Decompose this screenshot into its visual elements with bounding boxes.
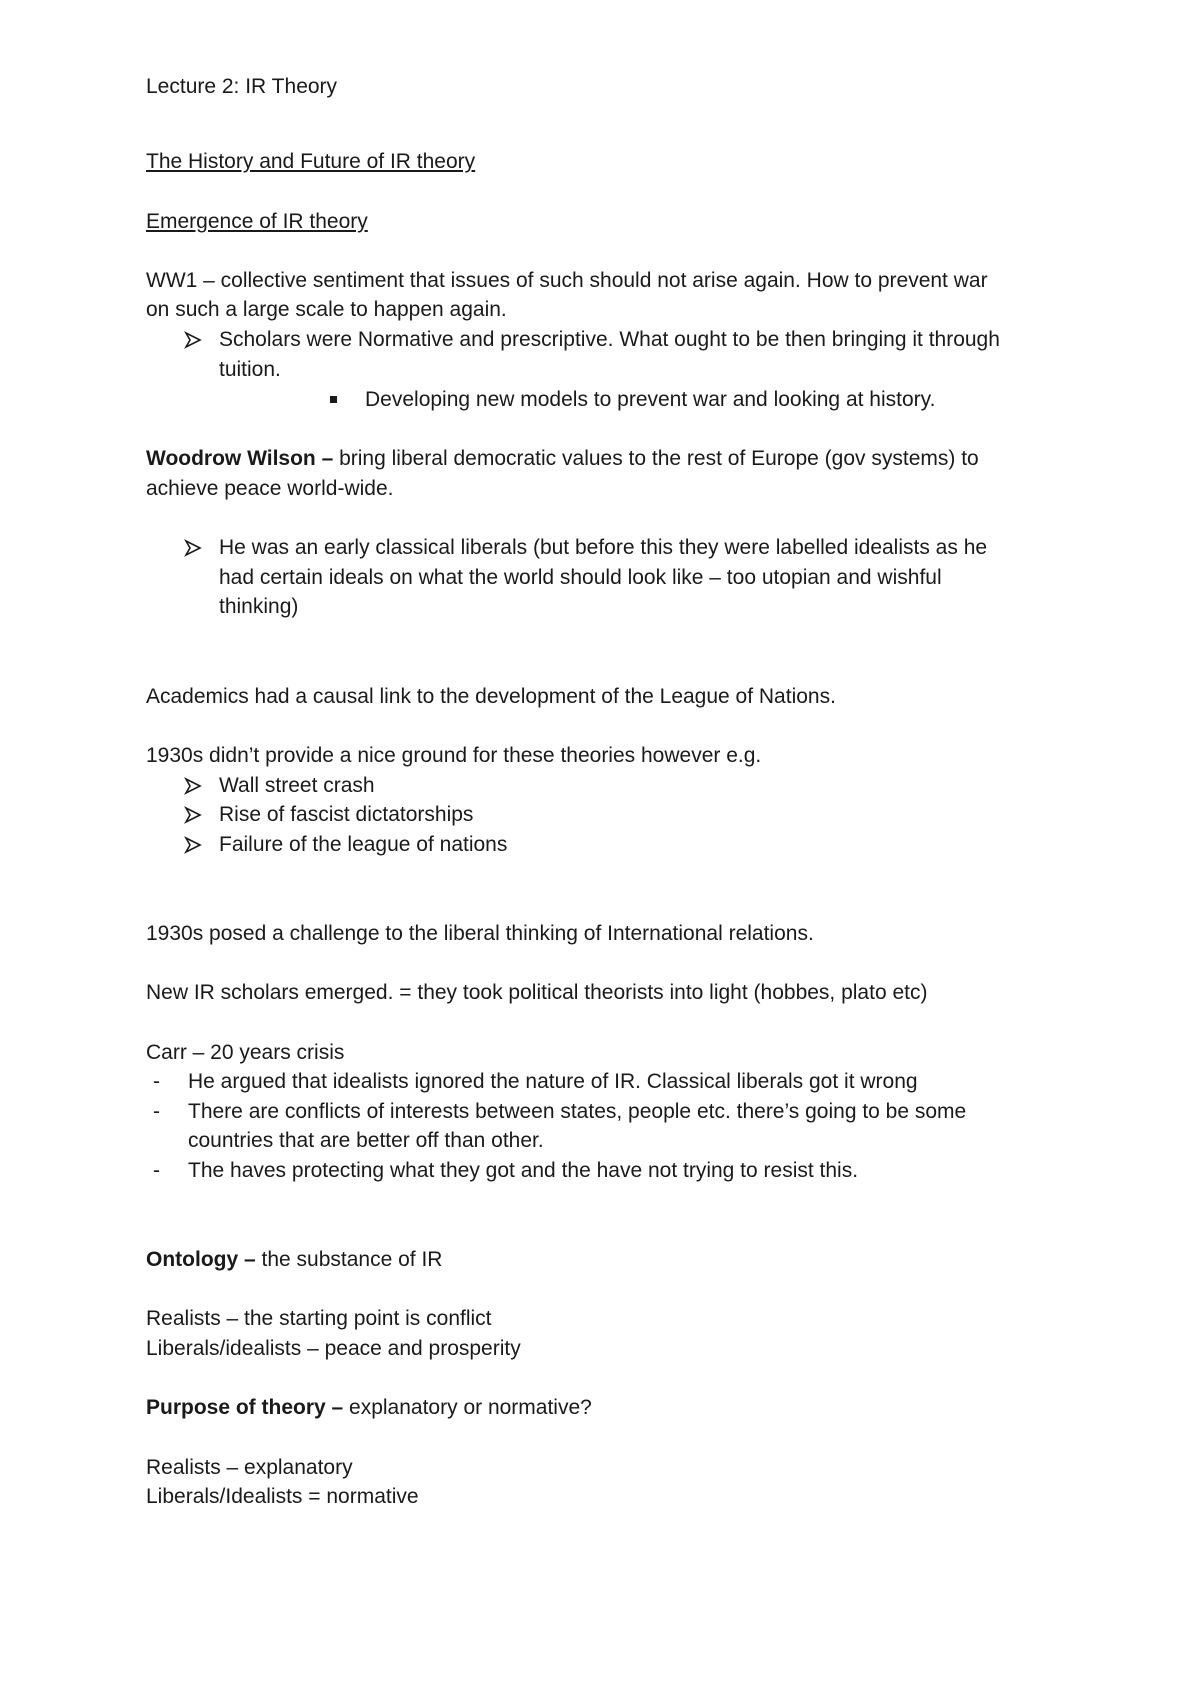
wilson-name: Woodrow Wilson – xyxy=(146,447,334,470)
thirties-item: Rise of fascist dictatorships xyxy=(219,803,474,826)
thirties-challenge: 1930s posed a challenge to the liberal thinking of International relations. xyxy=(146,922,814,945)
liberals-normative: Liberals/Idealists = normative xyxy=(146,1485,419,1508)
carr-item-3: The haves protecting what they got and the have not trying to resist this. xyxy=(188,1159,859,1182)
subheading: Emergence of IR theory xyxy=(146,210,368,233)
lecture-title: Lecture 2: IR Theory xyxy=(146,75,338,98)
ww1-line-1: WW1 – collective sentiment that issues of such should not arise again. How to prevent war xyxy=(146,269,988,292)
scholars-line-2: tuition. xyxy=(219,358,281,381)
wilson-text: bring liberal democratic values to the rest of Europe (gov systems) to xyxy=(333,447,979,470)
academics-line: Academics had a causal link to the development of the League of Nations. xyxy=(146,685,836,708)
ww1-line-2: on such a large scale to happen again. xyxy=(146,298,507,321)
carr-item-2-line-1: There are conflicts of interests between states, people etc. there’s going to be some xyxy=(188,1100,967,1123)
thirties-item: Wall street crash xyxy=(219,774,375,797)
thirties-intro: 1930s didn’t provide a nice ground for these theories however e.g. xyxy=(146,744,762,767)
square-bullet-icon xyxy=(330,396,337,403)
ontology-text: the substance of IR xyxy=(255,1248,443,1271)
purpose-line xyxy=(146,1395,592,1421)
developing-item: Developing new models to prevent war and looking at history. xyxy=(365,388,936,411)
carr-item-2-line-2: countries that are better off than other. xyxy=(188,1129,544,1152)
realists-conflict: Realists – the starting point is conflict xyxy=(146,1307,492,1330)
early-liberals-line-1: He was an early classical liberals (but before this they were labelled idealists as he xyxy=(219,536,988,559)
early-liberals-line-3: thinking) xyxy=(219,595,299,618)
dash-bullet: - xyxy=(153,1159,160,1182)
dash-bullet: - xyxy=(153,1070,160,1093)
main-heading: The History and Future of IR theory xyxy=(146,150,476,173)
ontology-line xyxy=(146,1247,442,1273)
purpose-text: explanatory or normative? xyxy=(343,1396,592,1419)
carr-line: Carr – 20 years crisis xyxy=(146,1041,345,1064)
arrow-bullet-icon xyxy=(184,773,206,799)
ontology-label: Ontology – xyxy=(146,1248,256,1271)
purpose-label: Purpose of theory – xyxy=(146,1396,344,1419)
wilson-line-2: achieve peace world-wide. xyxy=(146,477,394,500)
dash-bullet: - xyxy=(153,1100,160,1123)
scholars-line-1: Scholars were Normative and prescriptive. What ought to be then bringing it through xyxy=(219,328,1000,351)
thirties-item: Failure of the league of nations xyxy=(219,833,508,856)
wilson-line-1 xyxy=(146,446,979,472)
arrow-bullet-icon xyxy=(184,327,206,353)
arrow-bullet-icon xyxy=(184,832,206,858)
realists-explanatory: Realists – explanatory xyxy=(146,1456,353,1479)
arrow-bullet-icon xyxy=(184,802,206,828)
arrow-bullet-icon xyxy=(184,535,206,561)
liberals-peace: Liberals/idealists – peace and prosperity xyxy=(146,1337,521,1360)
early-liberals-line-2: had certain ideals on what the world should look like – too utopian and wishful xyxy=(219,566,942,589)
new-scholars-line: New IR scholars emerged. = they took political theorists into light (hobbes, plato etc) xyxy=(146,981,928,1004)
carr-item-1: He argued that idealists ignored the nature of IR. Classical liberals got it wrong xyxy=(188,1070,918,1093)
